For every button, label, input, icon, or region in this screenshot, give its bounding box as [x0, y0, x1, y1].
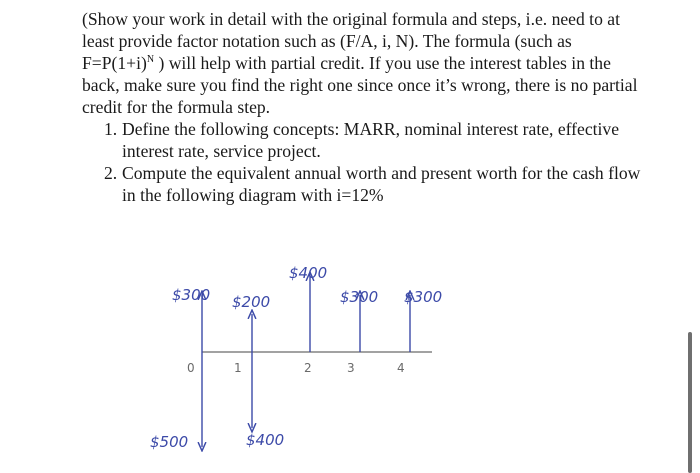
- question-text: Compute the equivalent annual worth and present worth for the cash flow in the following diagram with i=12%: [122, 163, 641, 205]
- question-number: 1.: [104, 119, 118, 139]
- cash-flow-label: $300: [340, 288, 379, 306]
- cash-flow-label: $300: [172, 286, 211, 304]
- period-label: 4: [397, 361, 405, 375]
- period-label: 2: [304, 361, 312, 375]
- time-ticks: [187, 361, 405, 375]
- formula-exponent: N: [146, 54, 155, 66]
- cash-flow-label: $400: [246, 431, 285, 449]
- instructions-text-end: ) will help with partial credit. If you use the interest tables in the back, make sure you find the right one since once it’s wrong, there is no partial credit for the formula step.: [82, 53, 638, 117]
- question-text: Define the following concepts: MARR, nominal interest rate, effective interest rate, service project.: [122, 119, 620, 161]
- cash-flow-label: $500: [150, 433, 189, 451]
- cash-flow-label: $400: [289, 264, 328, 282]
- period-label: 3: [347, 361, 355, 375]
- question-number: 2.: [104, 163, 118, 183]
- period-label: 0: [187, 361, 195, 375]
- instructions-text-start: (Show your work in detail with the original formula and steps, i.e. need to at least provide factor notation such as (F/A, i, N). The formula (such as F=P(1+i): [82, 9, 620, 73]
- cash-flow-label: $200: [232, 293, 271, 311]
- cash-flow-label: $300: [404, 288, 443, 306]
- cash-flow-labels: [150, 264, 442, 451]
- period-label: 1: [234, 361, 242, 375]
- scrollbar-edge: [688, 332, 692, 473]
